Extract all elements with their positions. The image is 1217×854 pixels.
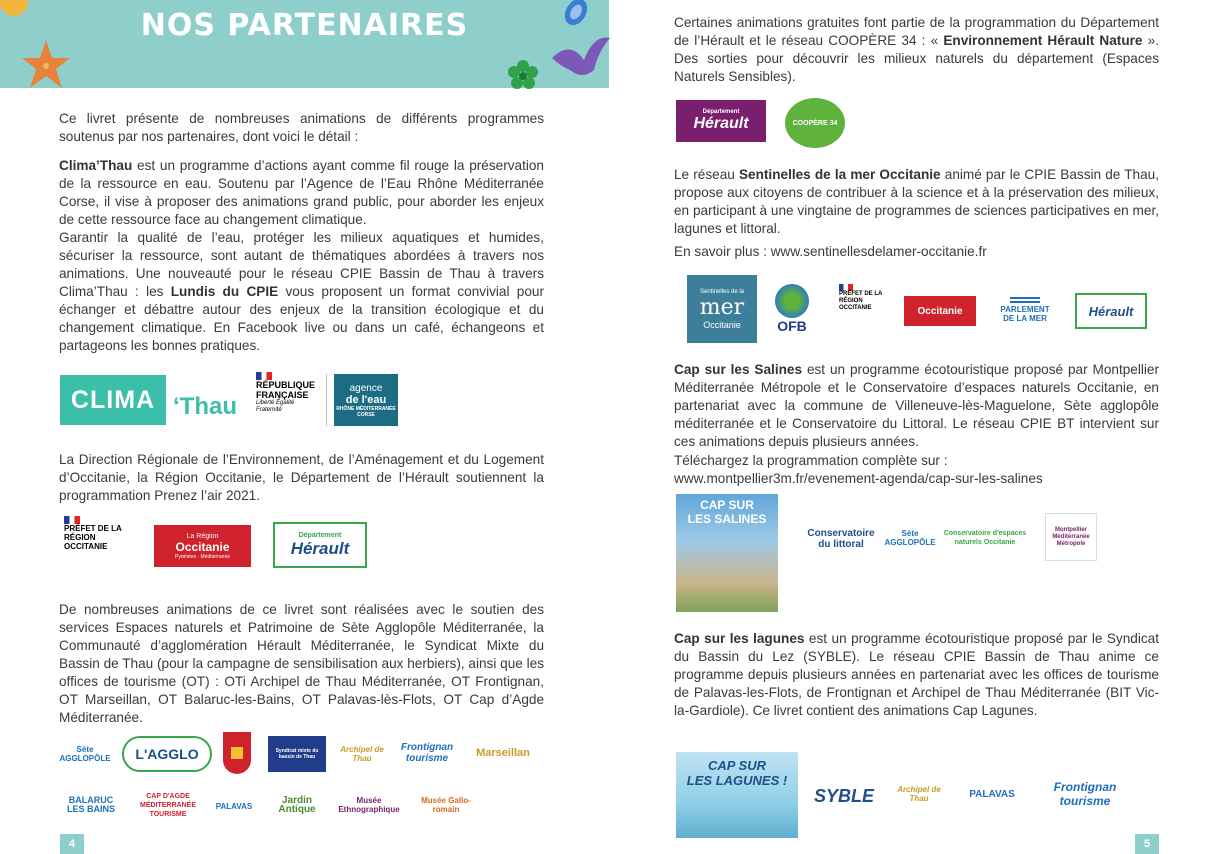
sent-small-text: Sentinelles de la	[699, 288, 745, 295]
coopere-bold: Environnement Hérault Nature	[943, 33, 1143, 48]
page-header-banner	[0, 0, 609, 88]
sent-sub-text: Occitanie	[703, 319, 741, 330]
frontignan-tourisme-logo: Frontignan tourisme	[1053, 780, 1117, 808]
cap-agde-logo: CAP D'AGDE MÉDITERRANÉE TOURISME	[139, 792, 196, 818]
climathau-text-3: vous proposent un format convivial pour échanger et débattre autour des enjeux de la transition écologique et du changement climatique. En Facebook live ou dans un café, échangeons et partageons les bonnes pratiques.	[59, 284, 544, 353]
starfish-icon	[22, 40, 70, 88]
lagunes-paragraph	[674, 630, 1159, 720]
logo-divider	[326, 374, 327, 426]
musee-ethnographique-logo: Musée Ethnographique	[338, 796, 400, 814]
departement-herault-logo	[676, 100, 766, 142]
dept-small-text: Département	[298, 531, 342, 539]
ofb-globe-icon	[775, 284, 809, 318]
sentinelles-link: En savoir plus : www.sentinellesdelamer-occitanie.fr	[674, 244, 987, 259]
agence-eau-logo	[334, 374, 398, 426]
page-number: 5	[1143, 838, 1151, 850]
jardin-antique-logo: Jardin Antique	[278, 795, 316, 815]
page-number-tile	[1135, 834, 1159, 854]
agence-line-1: agence	[349, 382, 383, 394]
coopere-paragraph	[674, 14, 1159, 86]
lagglo-logo: L'AGGLO	[122, 736, 212, 772]
prefet-occitanie-logo	[839, 284, 893, 332]
palavas-logo: PALAVAS	[215, 801, 253, 811]
lagunes-bold: Cap sur les lagunes	[674, 631, 805, 646]
parlement-line-2: DE LA MER	[1003, 314, 1047, 323]
sentinelles-bold: Sentinelles de la mer Occitanie	[738, 167, 941, 182]
sent-big-text: mer	[699, 294, 745, 320]
sete-agglopole-logo: Sète AGGLOPÔLE	[884, 529, 936, 547]
cen-occitanie-logo: Conservatoire d'espaces naturels Occitanie	[943, 530, 1027, 546]
thau-logo-text: ‘Thau	[173, 393, 237, 420]
rf-line-1: RÉPUBLIQUE	[256, 380, 316, 390]
rf-motto: Liberté Égalité Fraternité	[256, 400, 295, 413]
salines-download-text: Téléchargez la programmation complète sur :	[674, 453, 948, 468]
parlement-mer-logo	[995, 286, 1055, 334]
syndicat-bassin-thau-logo: Syndicat mixte du bassin de Thau	[268, 736, 326, 772]
clima-logo-text: CLIMA	[70, 385, 156, 414]
lundis-cpie: Lundis du CPIE	[170, 284, 279, 299]
region-sub-text: Pyrénées · Méditerranée	[174, 553, 231, 560]
region-occitanie-logo	[154, 525, 251, 567]
climathau-text-2: Garantir la qualité de l’eau, protéger les milieux aquatiques et humides, sécuriser la ressource, sont autant de thématiques abordées à travers nos animations. Une nouveauté pour le réseau CPIE Bassin de Thau à travers Clima’Thau : les	[59, 230, 544, 299]
sentinelles-text-2: animé par le CPIE Bassin de Thau, propose aux citoyens de contribuer à la science et à la préservation des milieux, en participant à une vingtaine de programmes de sciences participatives en mer, lagunes et littoral.	[674, 167, 1159, 236]
salines-bold: Cap sur les Salines	[674, 362, 803, 377]
coopere34-logo: COOPÈRE 34	[785, 98, 845, 148]
conservatoire-littoral-logo: Conservatoire du littoral	[807, 528, 875, 550]
dept-small-text: Département	[702, 109, 740, 115]
dept-text: Hérault	[290, 538, 350, 558]
climathau-text-1: est un programme d’actions ayant comme fil rouge la préservation de la ressource en eau. Soutenu par l’Agence de l’Eau Rhône Méditerranée Corse, il vise à proposer des animations grand public, pour aborder les enjeux de cette ressource face au changement climatique.	[59, 158, 544, 227]
parlement-line-1: PARLEMENT	[1000, 305, 1050, 314]
ofb-logo	[769, 278, 815, 340]
clima-thau-logo	[60, 375, 166, 425]
archipel-thau-logo: Archipel de Thau	[897, 785, 941, 803]
page-title: NOS PARTENAIRES	[140, 8, 469, 43]
marianne-icon	[256, 372, 272, 380]
region-small-text: La Région	[186, 532, 219, 540]
lagunes-text: est un programme écotouristique proposé par le Syndicat du Bassin du Lez (SYBLE). Le réseau CPIE Bassin de Thau anime ce programme depuis plusieurs années en partenariat avec les offices de tourisme de Palavas-les-Flots, de Frontignan et Archipel de Thau Méditerranée (BIT Vic-la-Gardiole). Ce livret contient des animations Cap Lagunes.	[674, 631, 1159, 718]
salines-paragraph	[674, 361, 1159, 451]
dept-text: Hérault	[693, 115, 749, 132]
rf-line-2: FRANÇAISE	[256, 390, 309, 400]
salines-url: www.montpellier3m.fr/evenement-agenda/cap-sur-les-salines	[674, 471, 1043, 486]
partners-paragraph: De nombreuses animations de ce livret sont réalisées avec le soutien des services Espaces naturels et Patrimoine de Sète Agglopôle Méditerranée, la Communauté d’agglomération Hérault Méditerranée, le Syndicat Mixte du Bassin de Thau (pour la campagne de sensibilisation aux herbiers), ainsi que les offices de tourisme (OT) : OTi Archipel de Thau Méditerranée, OT Frontignan, OT Marseillan, OT Balaruc-les-Bains, OT Palavas-lès-Flots, OT Cap d’Agde Méditerranée.	[59, 602, 544, 725]
climathau-paragraph	[59, 157, 544, 355]
marianne-icon	[839, 284, 853, 291]
syble-logo: SYBLE	[813, 785, 874, 806]
coopere-text-2: ». Des sorties pour découvrir les milieux naturels du département (Espaces Naturels Sensibles).	[674, 33, 1159, 84]
sentinelles-text-1: Le réseau	[674, 167, 739, 182]
lagunes-poster-line-1: CAP SUR	[707, 758, 767, 773]
agence-line-3: RHÔNE MÉDITERRANÉE CORSE	[336, 405, 396, 418]
intro-paragraph: Ce livret présente de nombreuses animations de différents programmes soutenus par nos partenaires, dont voici le détail :	[59, 111, 544, 144]
waves-icon	[1010, 297, 1040, 305]
salines-text: est un programme écotouristique proposé par Montpellier Méditerranée Métropole et le Conservatoire d’espaces naturels Occitanie, en partenariat avec la commune de Villeneuve-lès-Maguelone, Sète agglopôle méditerranée et le Conservatoire du Littoral. Le réseau CPIE BT intervient sur ces animations depuis plusieurs années.	[674, 362, 1160, 449]
republique-francaise-logo	[256, 372, 322, 426]
page-number-tile	[60, 834, 84, 854]
prefet-occitanie-logo	[64, 516, 130, 574]
dreal-paragraph: La Direction Régionale de l’Environnement, de l’Aménagement et du Logement d’Occitanie, la Région Occitanie, le Département de l’Hérault soutiennent la programmation Prenez l’air 2021.	[59, 452, 544, 503]
page-number: 4	[68, 838, 76, 850]
departement-herault-logo: Hérault	[1075, 293, 1147, 329]
flower-icon	[508, 60, 538, 89]
prefet-text: PRÉFET DE LA RÉGION OCCITANIE	[64, 524, 122, 551]
marseillan-logo: Marseillan	[476, 747, 530, 759]
region-occitanie-logo: Occitanie	[904, 296, 976, 326]
coat-of-arms-logo	[223, 732, 251, 774]
lagunes-poster	[676, 752, 798, 838]
ofb-text: OFB	[777, 318, 807, 334]
agence-line-2: de l'eau	[345, 393, 387, 406]
departement-herault-logo	[273, 522, 367, 568]
right-page	[609, 0, 1217, 854]
palavas-logo: PALAVAS	[969, 788, 1015, 800]
sentinelles-mer-logo	[687, 275, 757, 343]
salines-poster-line-1: CAP SUR	[700, 498, 754, 512]
frontignan-tourisme-logo: Frontignan tourisme	[400, 742, 454, 764]
montpellier-metropole-logo: Montpellier Méditerranée Métropole	[1045, 513, 1097, 561]
prefet-text: PRÉFET DE LA RÉGION OCCITANIE	[839, 291, 883, 311]
region-text: Occitanie	[175, 539, 230, 554]
coopere-text-1: Certaines animations gratuites font partie de la programmation du Département de l’Hérault et le réseau COOPÈRE 34 : «	[674, 15, 1159, 48]
musee-gallo-romain-logo: Musée Gallo-romain	[421, 796, 471, 814]
lagunes-poster-line-2: LES LAGUNES !	[686, 773, 788, 788]
climathau-name: Clima’Thau	[59, 158, 133, 173]
marianne-icon	[64, 516, 80, 524]
salines-poster	[676, 494, 778, 612]
sentinelles-paragraph	[674, 166, 1159, 238]
sete-agglopole-logo: Sète AGGLOPÔLE	[59, 745, 111, 763]
archipel-thau-logo: Archipel de Thau	[340, 745, 384, 763]
salines-poster-line-2: LES SALINES	[687, 512, 767, 526]
cross-icon	[231, 747, 243, 759]
balaruc-logo: BALARUC LES BAINS	[66, 795, 115, 814]
bird-icon	[552, 37, 610, 75]
